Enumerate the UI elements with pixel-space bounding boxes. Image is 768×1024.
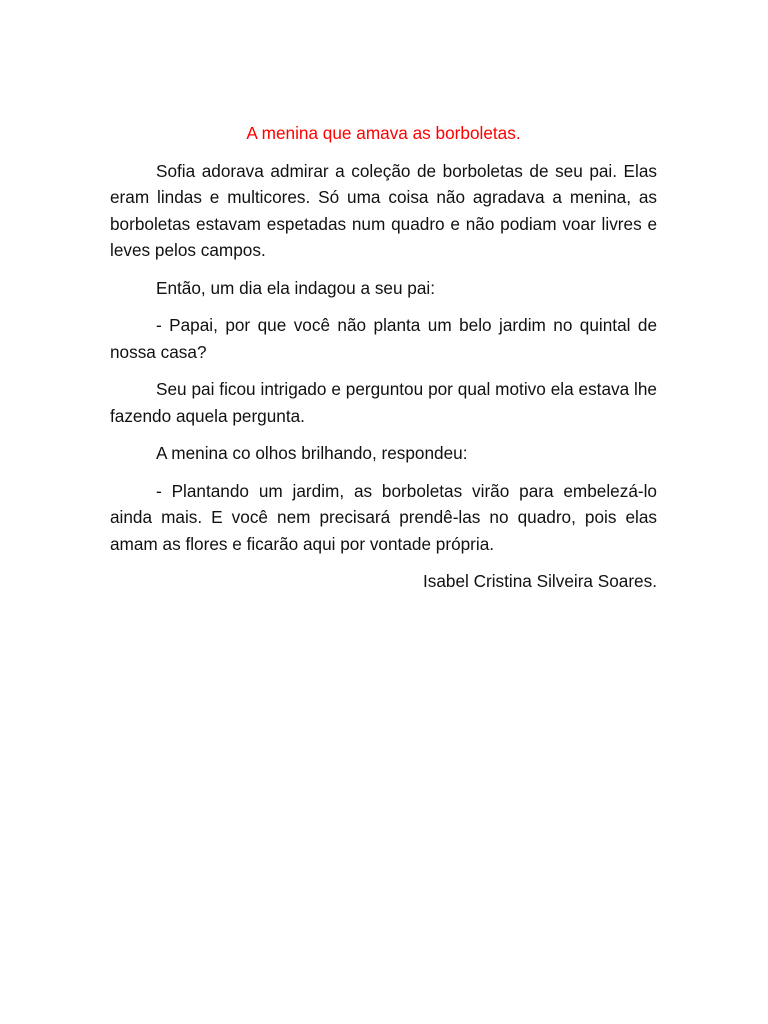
paragraph-6: - Plantando um jardim, as borboletas virão para embelezá-lo ainda mais. E você nem precisará prendê-las no quadro, pois elas amam as flores e ficarão aqui por vontade própria. — [110, 480, 657, 554]
paragraph-1: Sofia adorava admirar a coleção de borboletas de seu pai. Elas eram lindas e multicores. Só uma coisa não agradava a menina, as borboletas estavam espetadas num quadro e não podiam voar livres e leves pelos campos. — [110, 160, 657, 260]
document-page — [110, 120, 657, 595]
paragraph-5: A menina co olhos brilhando, respondeu: — [156, 443, 468, 463]
paragraph-3: - Papai, por que você não planta um belo jardim no quintal de nossa casa? — [110, 315, 657, 362]
author-signature: Isabel Cristina Silveira Soares. — [422, 571, 657, 591]
paragraph-4: Seu pai ficou intrigado e perguntou por qual motivo ela estava lhe fazendo aquela pergunta. — [110, 379, 657, 426]
document-title: A menina que amava as borboletas. — [246, 123, 521, 143]
paragraph-2: Então, um dia ela indagou a seu pai: — [156, 277, 436, 298]
